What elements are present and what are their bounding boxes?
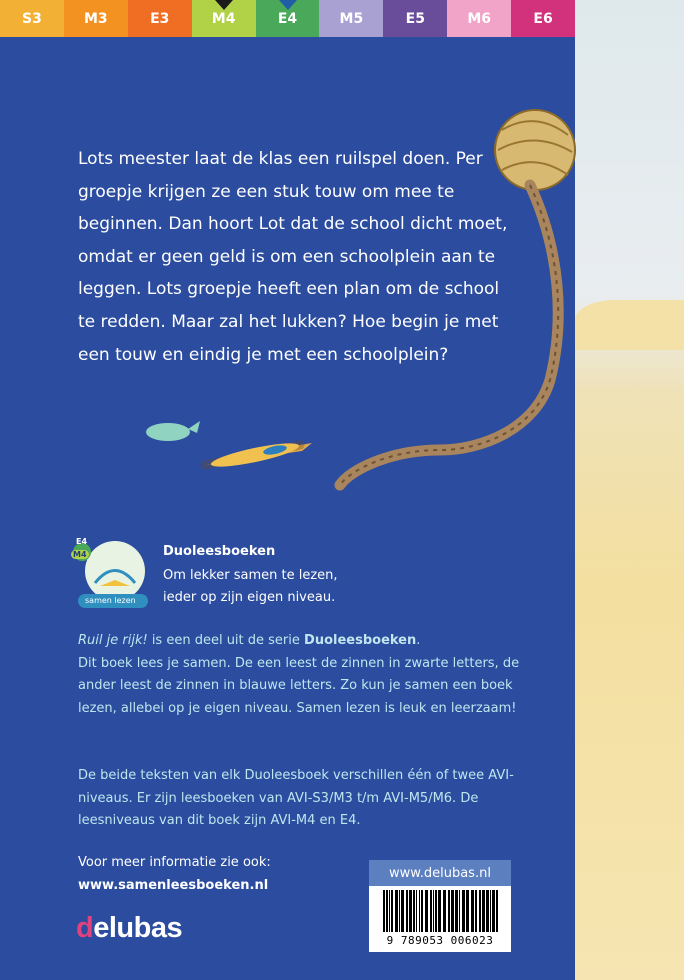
barcode-bar [435,890,437,932]
barcode-bars [369,886,511,934]
level-label: M6 [467,10,492,27]
series-info [78,630,538,720]
barcode-bar [409,890,412,932]
badge-level-e4: E4 [76,537,88,546]
avi-info: De beide teksten van elk Duoleesboek verschillen één of twee AVI-niveaus. Er zijn leesboeken van AVI-S3/M3 t/m AVI-M5/M6. De leesniveaus van dit boek zijn AVI-M4 en E4. [78,768,514,829]
duo-line-2: ieder op zijn eigen niveau. [163,590,336,605]
duo-line-1: Om lekker samen te lezen, [163,568,338,583]
level-label: E3 [150,10,170,27]
barcode-bar [386,890,388,932]
barcode-bar [459,890,460,932]
series-name: Duoleesboeken [304,633,417,648]
isbn-number: 9 789053 006023 [386,934,494,947]
barcode-bar [421,890,423,932]
barcode-bar [471,890,474,932]
barcode-bar [466,890,469,932]
barcode-bar [395,890,398,932]
toy-rocket-illustration [200,435,315,475]
barcode-bar [389,890,390,932]
level-tab-m6 [447,0,511,37]
barcode-bar [419,890,420,932]
barcode-bar [383,890,385,932]
barcode-bar [496,890,498,932]
barcode-bar [416,890,417,932]
isbn-barcode [369,886,511,952]
more-info-url[interactable]: www.samenleesboeken.nl [78,877,269,893]
barcode-bar [492,890,495,932]
toy-whale-illustration [143,415,203,445]
publisher-logo-rest: elubas [93,912,183,944]
level-tab-e6 [511,0,575,37]
beach-illustration [575,0,684,980]
barcode-bar [430,890,432,932]
level-label: M4 [211,10,236,27]
series-text-1: is een deel uit de serie [147,633,305,648]
barcode-bar [462,890,465,932]
level-label: E6 [533,10,553,27]
barcode-bar [475,890,477,932]
level-tab-e5 [383,0,447,37]
barcode-bar [413,890,415,932]
more-info-label: Voor meer informatie zie ook: [78,855,271,870]
level-label: M3 [83,10,108,27]
series-description: Dit boek lees je samen. De een leest de zinnen in zwarte letters, de ander leest de zinnen in blauwe letters. Zo kun je samen een boek lezen, allebei op je eigen niveau. Samen lezen is leuk en leerzaam! [78,655,520,716]
barcode-bar [482,890,485,932]
level-label: E4 [277,10,298,27]
duo-title: Duoleesboeken [163,544,276,559]
barcode-bar [401,890,404,932]
barcode-bar [391,890,393,932]
level-tab-e3 [128,0,192,37]
barcode-bar [438,890,441,932]
barcode-bar [479,890,481,932]
series-text-2: . [416,633,421,648]
badge-level-m4: M4 [73,550,87,559]
badge-caption: samen lezen [85,596,136,605]
barcode-bar [486,890,489,932]
selected-level-marker [279,0,297,10]
barcode-bar [406,890,408,932]
barcode-bar [455,890,458,932]
level-tab-m3 [64,0,128,37]
level-tab-s3 [0,0,64,37]
level-label: M5 [339,10,364,27]
level-tab-m4 [192,0,256,37]
barcode-bar [425,890,428,932]
selected-level-marker [215,0,233,10]
barcode-bar [448,890,450,932]
level-tab-m5 [319,0,383,37]
barcode-bar [399,890,400,932]
publisher-logo [76,912,182,945]
book-blurb: Lots meester laat de klas een ruilspel doen. Per groepje krijgen ze een stuk touw om mee te beginnen. Dan hoort Lot dat de school dicht moet, omdat er geen geld is om een schoolplein aan te leggen. Lots groepje heeft een plan om de school te redden. Maar zal het lukken? Hoe begin je met een touw en eindig je met een schoolplein? [78,149,508,365]
avi-level-bar [0,0,575,37]
barcode-bar [433,890,434,932]
barcode-bar [451,890,454,932]
barcode-bar [490,890,491,932]
publisher-logo-accent: d [76,912,94,944]
more-info [78,852,271,897]
website-label[interactable]: www.delubas.nl [369,860,511,886]
level-label: E5 [405,10,425,27]
level-tab-e4 [256,0,320,37]
book-title: Ruil je rijk! [78,633,148,648]
barcode-bar [443,890,446,932]
level-label: S3 [22,10,42,27]
